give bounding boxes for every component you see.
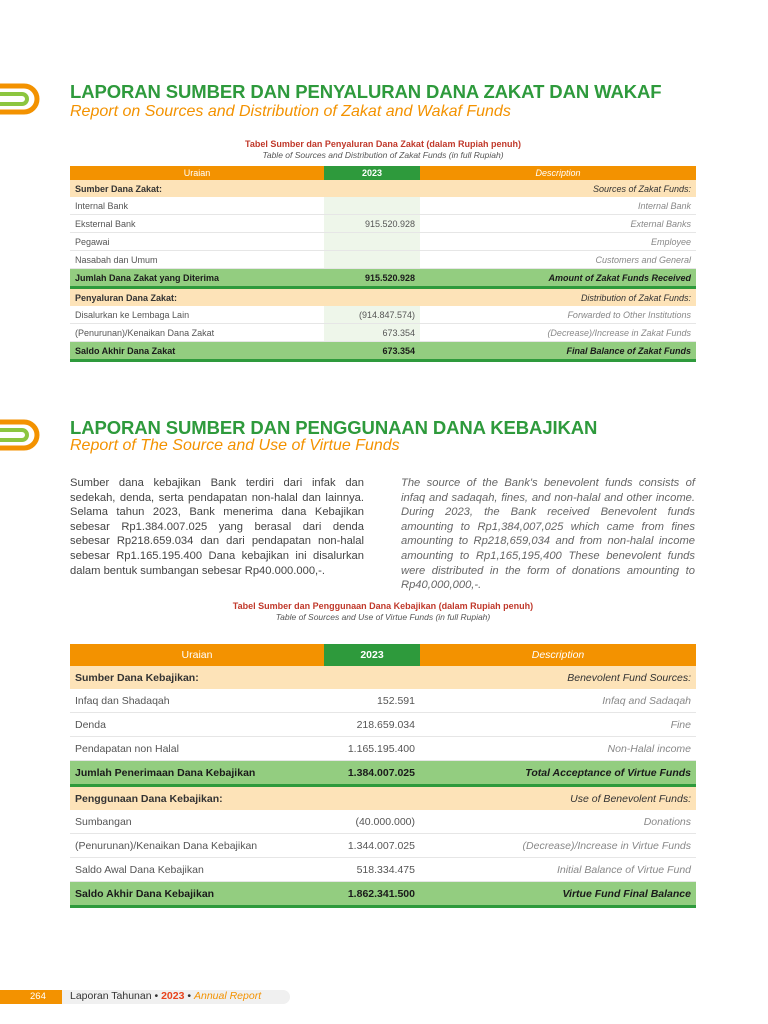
row-label: Denda [70, 713, 324, 737]
row-label: Sumbangan [70, 810, 324, 834]
page-number: 264 [30, 991, 46, 1002]
section-marker-icon [0, 83, 42, 115]
table1-caption-en: Table of Sources and Distribution of Zakat Funds (in full Rupiah) [262, 150, 504, 160]
row-value: 518.334.475 [324, 858, 420, 882]
row-value [324, 666, 420, 689]
section1-subtitle: Report on Sources and Distribution of Zakat and Wakaf Funds [70, 103, 511, 120]
table1-caption-id: Tabel Sumber dan Penyaluran Dana Zakat (dalam Rupiah penuh) [245, 139, 521, 149]
row-value: 1.384.007.025 [324, 761, 420, 786]
row-label: (Penurunan)/Kenaikan Dana Zakat [70, 324, 324, 342]
section2-title: LAPORAN SUMBER DAN PENGGUNAAN DANA KEBAJIKAN [70, 417, 598, 438]
row-description: External Banks [420, 215, 696, 233]
row-description: Final Balance of Zakat Funds [420, 342, 696, 361]
table-row [70, 324, 696, 342]
table-row [70, 233, 696, 251]
row-value: 673.354 [324, 324, 420, 342]
header-uraian: Uraian [70, 166, 324, 180]
footer-separator: • [154, 990, 159, 1002]
total-row [70, 269, 696, 288]
footer-report-en: Annual Report [193, 990, 262, 1002]
row-description: Employee [420, 233, 696, 251]
row-description: Donations [420, 810, 696, 834]
header-description: Description [420, 166, 696, 180]
table-row [70, 713, 696, 737]
table-row [70, 834, 696, 858]
table2-caption-en: Table of Sources and Use of Virtue Funds (in full Rupiah) [275, 612, 491, 622]
row-label: Penyaluran Dana Zakat: [70, 288, 324, 307]
table1-caption [70, 138, 696, 161]
paragraph-english: The source of the Bank's benevolent funds consists of infaq and sadaqah, fines, and non-halal and other income. During 2023, the Bank received Benevolent funds amounting to Rp1,384,007,025 which came from fines amounting to Rp218,659,034 and from non-halal income amounting to Rp1,165,195,400 These benevolent funds were distributed in the form of donations amounting to Rp40,000,000,-. [401, 477, 695, 592]
row-description: Virtue Fund Final Balance [420, 882, 696, 907]
row-label: Saldo Akhir Dana Zakat [70, 342, 324, 361]
row-value [324, 251, 420, 269]
total-row [70, 342, 696, 361]
table-header [70, 644, 696, 666]
table-row [70, 306, 696, 324]
row-label: Pendapatan non Halal [70, 737, 324, 761]
header-year: 2023 [324, 166, 420, 180]
section2-subtitle: Report of The Source and Use of Virtue Funds [70, 437, 400, 454]
zakat-table [70, 166, 696, 362]
section-row [70, 288, 696, 307]
row-label: Nasabah dan Umum [70, 251, 324, 269]
row-value: 915.520.928 [324, 269, 420, 288]
paragraph-indonesian: Sumber dana kebajikan Bank terdiri dari infak dan sedekah, denda, serta pendapatan non-halal dan lainnya. Selama tahun 2023, Bank menerima dana Kebajikan sebesar Rp1.384.007.025 yang berasal dari denda sebesar Rp218.659.034 dan dari pendapatan non-halal sebesar Rp1.165.195.400 Dana kebajikan ini disalurkan dalam bentuk sumbangan sebesar Rp40.000.000,-. [70, 477, 364, 577]
table-row [70, 197, 696, 215]
table-row [70, 689, 696, 713]
row-description: Use of Benevolent Funds: [420, 786, 696, 811]
row-value: 218.659.034 [324, 713, 420, 737]
footer-report-id: Laporan Tahunan [70, 990, 152, 1002]
row-value: (914.847.574) [324, 306, 420, 324]
footer-year: 2023 [161, 990, 185, 1002]
row-description: Forwarded to Other Institutions [420, 306, 696, 324]
table-row [70, 810, 696, 834]
row-description: Sources of Zakat Funds: [420, 180, 696, 197]
section1-title: LAPORAN SUMBER DAN PENYALURAN DANA ZAKAT DAN WAKAF [70, 81, 662, 102]
row-value: 1.344.007.025 [324, 834, 420, 858]
row-description: Infaq and Sadaqah [420, 689, 696, 713]
header-description: Description [420, 644, 696, 666]
row-value [324, 288, 420, 307]
virtue-fund-table [70, 644, 696, 908]
row-value [324, 197, 420, 215]
row-description: Customers and General [420, 251, 696, 269]
table-row [70, 215, 696, 233]
table-row [70, 251, 696, 269]
row-description: (Decrease)/Increase in Zakat Funds [420, 324, 696, 342]
row-value [324, 786, 420, 811]
row-label: Jumlah Dana Zakat yang Diterima [70, 269, 324, 288]
table-row [70, 737, 696, 761]
row-label: Pegawai [70, 233, 324, 251]
row-label: Penggunaan Dana Kebajikan: [70, 786, 324, 811]
total-row [70, 882, 696, 907]
table2-caption-id: Tabel Sumber dan Penggunaan Dana Kebajikan (dalam Rupiah penuh) [232, 601, 534, 611]
row-description: Benevolent Fund Sources: [420, 666, 696, 689]
row-label: Jumlah Penerimaan Dana Kebajikan [70, 761, 324, 786]
row-description: Total Acceptance of Virtue Funds [420, 761, 696, 786]
header-year: 2023 [324, 644, 420, 666]
row-label: (Penurunan)/Kenaikan Dana Kebajikan [70, 834, 324, 858]
row-value: (40.000.000) [324, 810, 420, 834]
section-row [70, 786, 696, 811]
row-label: Saldo Akhir Dana Kebajikan [70, 882, 324, 907]
row-description: (Decrease)/Increase in Virtue Funds [420, 834, 696, 858]
row-description: Amount of Zakat Funds Received [420, 269, 696, 288]
table-header [70, 166, 696, 180]
row-value [324, 180, 420, 197]
row-description: Fine [420, 713, 696, 737]
row-description: Initial Balance of Virtue Fund [420, 858, 696, 882]
footer-separator: • [187, 990, 192, 1002]
row-value: 915.520.928 [324, 215, 420, 233]
section-row [70, 180, 696, 197]
row-description: Internal Bank [420, 197, 696, 215]
row-value [324, 233, 420, 251]
row-value: 1.165.195.400 [324, 737, 420, 761]
table2-caption [70, 600, 696, 623]
table-row [70, 858, 696, 882]
row-label: Sumber Dana Zakat: [70, 180, 324, 197]
row-description: Non-Halal income [420, 737, 696, 761]
row-label: Disalurkan ke Lembaga Lain [70, 306, 324, 324]
total-row [70, 761, 696, 786]
row-label: Eksternal Bank [70, 215, 324, 233]
row-value: 1.862.341.500 [324, 882, 420, 907]
row-description: Distribution of Zakat Funds: [420, 288, 696, 307]
row-label: Internal Bank [70, 197, 324, 215]
row-label: Sumber Dana Kebajikan: [70, 666, 324, 689]
section-marker-icon [0, 419, 42, 451]
section-row [70, 666, 696, 689]
row-label: Infaq dan Shadaqah [70, 689, 324, 713]
row-value: 673.354 [324, 342, 420, 361]
footer-text [70, 990, 261, 1002]
row-label: Saldo Awal Dana Kebajikan [70, 858, 324, 882]
row-value: 152.591 [324, 689, 420, 713]
header-uraian: Uraian [70, 644, 324, 666]
